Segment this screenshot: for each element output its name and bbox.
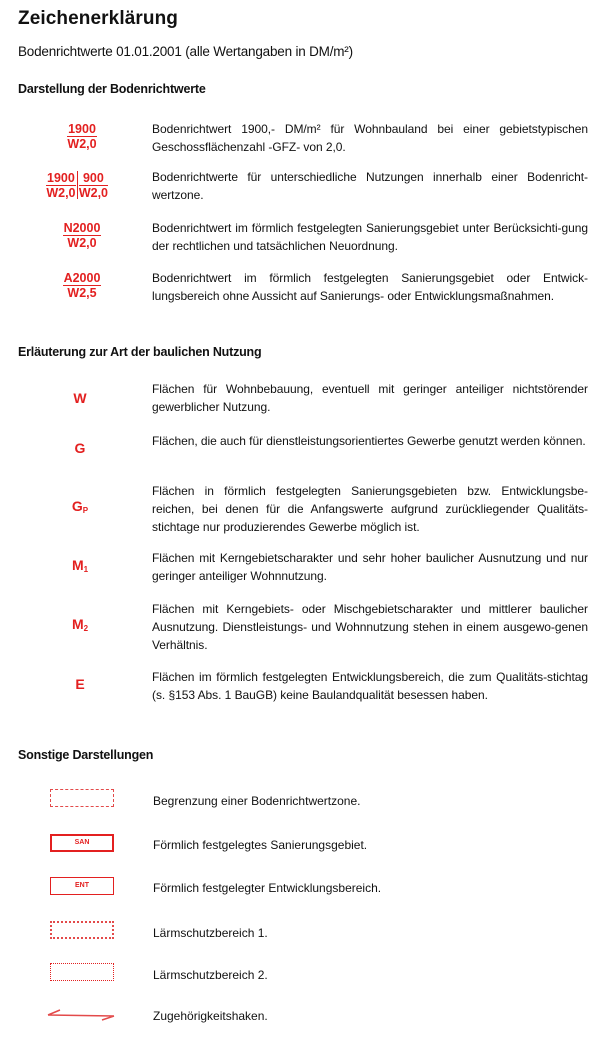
usage-symbol-w (50, 390, 110, 406)
san-box-label: SAN (74, 839, 90, 846)
usage-desc-g: Flächen, die auch für dienstleistungsorientiertes Gewerbe genutzt werden können. (152, 434, 586, 448)
value-denominator: W2,0 (67, 137, 97, 151)
other-desc-4: Lärmschutzbereich 1. (153, 926, 268, 940)
value-symbol-1 (50, 122, 114, 151)
other-desc-6: Zugehörigkeitshaken. (153, 1009, 268, 1023)
value-numerator: N2000 (63, 221, 101, 235)
usage-symbol-m1 (50, 557, 110, 574)
usage-symbol-e (50, 676, 110, 692)
usage-letter: G (74, 440, 86, 456)
page-subtitle: Bodenrichtwerte 01.01.2001 (alle Wertangaben in DM/m²) (18, 44, 353, 59)
other-desc-2: Förmlich festgelegtes Sanierungsgebiet. (153, 838, 368, 852)
other-desc-5: Lärmschutzbereich 2. (153, 968, 268, 982)
section-heading-values: Darstellung der Bodenrichtwerte (18, 82, 206, 96)
ent-box-icon (50, 877, 114, 895)
san-box-icon (50, 834, 114, 852)
association-hook-icon (46, 1008, 118, 1022)
usage-desc-e: Flächen im förmlich festgelegten Entwicklungsbereich, die zum Qualitäts-stichtag (s. §153 Abs. 1 BauGB) keine Baulandqualität besessen haben. (152, 670, 588, 702)
usage-desc-gp: Flächen in förmlich festgelegten Sanierungsgebieten bzw. Entwicklungsbe-reichen, bei denen für die Anfangswerte aufgrund zurückliegender Qualitäts-stichtage nur produzierendes Gewerbe möglich ist. (152, 484, 588, 534)
value-denominator-left: W2,0 (46, 186, 76, 200)
usage-letter: M (71, 616, 84, 632)
usage-symbol-m2 (50, 616, 110, 633)
value-separator (77, 171, 78, 199)
ent-box-label: ENT (75, 882, 89, 889)
value-denominator-right: W2,0 (78, 186, 108, 200)
section-heading-usage: Erläuterung zur Art der baulichen Nutzung (18, 345, 262, 359)
usage-desc-m1: Flächen mit Kerngebietscharakter und sehr hoher baulicher Ausnutzung und nur geringer anteiliger Wohnnutzung. (152, 551, 588, 583)
usage-desc-w: Flächen für Wohnbebauung, eventuell mit geringer anteiliger nichtstörender gewerblicher Nutzung. (152, 382, 588, 414)
dotted-boundary-2-icon (50, 963, 114, 981)
other-desc-1: Begrenzung einer Bodenrichtwertzone. (153, 794, 361, 808)
section-heading-other: Sonstige Darstellungen (18, 748, 154, 762)
value-numerator-left: 1900 (47, 171, 75, 185)
dashed-boundary-icon (50, 789, 114, 807)
value-denominator: W2,0 (67, 236, 97, 250)
value-desc-2: Bodenrichtwerte für unterschiedliche Nutzungen innerhalb einer Bodenricht-wertzone. (152, 170, 588, 202)
usage-letter: E (75, 676, 85, 692)
page-title: Zeichenerklärung (18, 8, 178, 29)
value-numerator-right: 900 (79, 171, 108, 186)
usage-symbol-gp (50, 498, 110, 515)
usage-desc-m2: Flächen mit Kerngebiets- oder Mischgebietscharakter und mittlerer baulicher Ausnutzung. Dienstleistungs- und Wohnnutzung stehen in einem ausgewo-genen Verhältnis. (152, 602, 588, 652)
other-desc-3: Förmlich festgelegter Entwicklungsbereich. (153, 881, 382, 895)
usage-subscript: 2 (83, 624, 89, 633)
dotted-boundary-1-icon (50, 921, 114, 939)
usage-subscript: P (82, 506, 89, 515)
usage-letter: W (73, 390, 87, 406)
value-symbol-4 (50, 271, 114, 300)
value-desc-4: Bodenrichtwert im förmlich festgelegten Sanierungsgebiet oder Entwick-lungsbereich ohne Aussicht auf Sanierungs- oder Entwicklungsmaßnahmen. (152, 271, 588, 303)
value-numerator: A2000 (63, 271, 101, 285)
value-symbol-3 (50, 221, 114, 250)
value-desc-3: Bodenrichtwert im förmlich festgelegten Sanierungsgebiet unter Berücksichti-gung der rechtlichen und tatsächlichen Neuordnung. (152, 221, 588, 253)
usage-letter: G (71, 498, 83, 514)
value-symbol-2 (46, 171, 108, 200)
value-desc-1: Bodenrichtwert 1900,- DM/m² für Wohnbauland bei einer gebietstypischen Geschossflächenzahl -GFZ- von 2,0. (152, 122, 588, 154)
value-numerator: 1900 (68, 122, 96, 136)
usage-subscript: 1 (83, 565, 89, 574)
usage-symbol-g (50, 440, 110, 456)
usage-letter: M (71, 557, 84, 573)
value-denominator: W2,5 (67, 286, 97, 300)
